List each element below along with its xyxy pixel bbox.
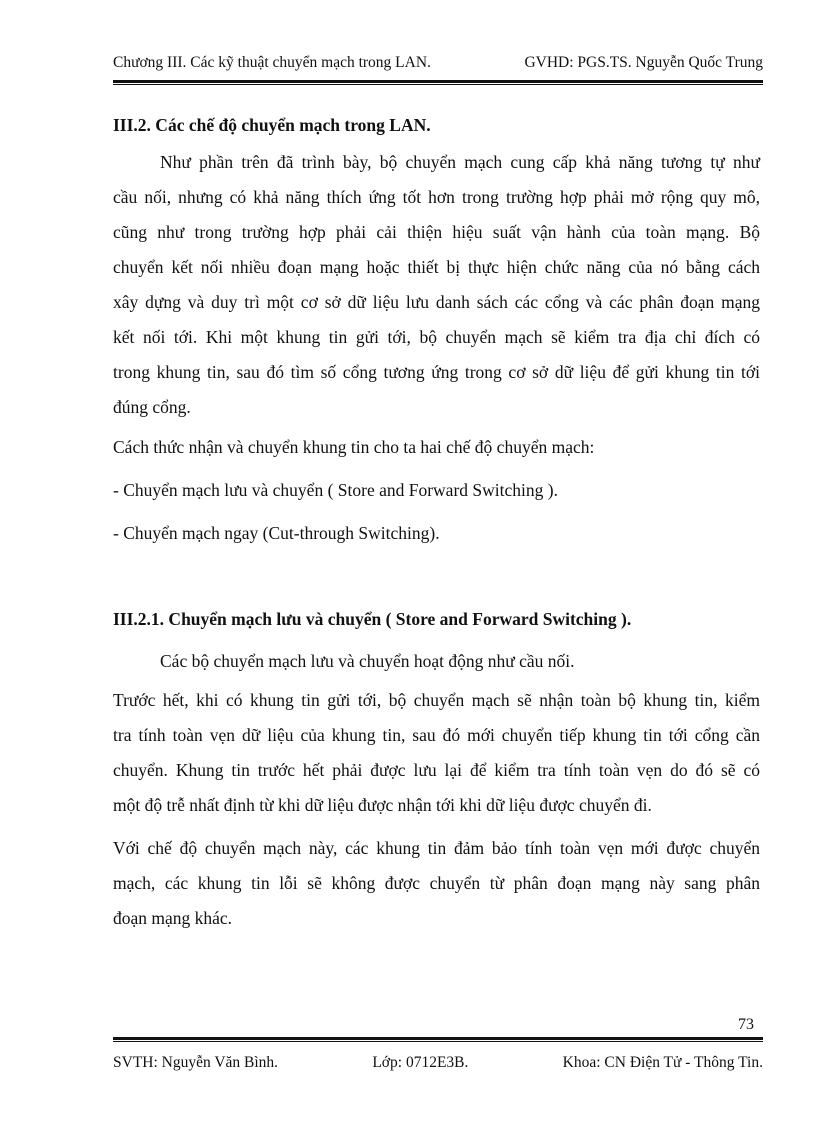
footer-faculty: Khoa: CN Điện Tử - Thông Tin. bbox=[562, 1054, 763, 1071]
subsection-para2-line: tra tính toàn vẹn dữ liệu của khung tin, sau đó mới chuyển tiếp khung tin tới cổng cần bbox=[113, 725, 760, 745]
footer-student: SVTH: Nguyễn Văn Bình. bbox=[113, 1054, 279, 1071]
header-chapter: Chương III. Các kỹ thuật chuyển mạch trong LAN. bbox=[113, 54, 431, 71]
subsection-para2-line: chuyển. Khung tin trước hết phải được lưu lại để kiểm tra tính toàn vẹn do đó sẽ có bbox=[113, 760, 760, 780]
section-para1-line: chuyển kết nối nhiều đoạn mạng hoặc thiết bị thực hiện chức năng của nó bằng cách bbox=[113, 257, 760, 277]
header-advisor: GVHD: PGS.TS. Nguyễn Quốc Trung bbox=[524, 54, 763, 71]
subsection-para2-line: Trước hết, khi có khung tin gửi tới, bộ chuyển mạch sẽ nhận toàn bộ khung tin, kiểm bbox=[113, 690, 760, 710]
mode-item-cut-through: - Chuyển mạch ngay (Cut-through Switching). bbox=[113, 523, 440, 543]
section-para1-line: xây dựng và duy trì một cơ sở dữ liệu lưu danh sách các cổng và các phân đoạn mạng bbox=[113, 292, 760, 312]
page-footer bbox=[113, 1054, 763, 1072]
section-para1-line: đúng cổng. bbox=[113, 397, 191, 417]
section-para1-line: cầu nối, nhưng có khả năng thích ứng tốt hơn trong trường hợp phải mở rộng quy mô, bbox=[113, 187, 760, 207]
mode-item-store-forward: - Chuyển mạch lưu và chuyển ( Store and Forward Switching ). bbox=[113, 480, 558, 500]
subsection-para3-line: mạch, các khung tin lỗi sẽ không được chuyển từ phân đoạn mạng này sang phân bbox=[113, 873, 760, 893]
page-header bbox=[113, 52, 763, 74]
subsection-para2-line: một độ trễ nhất định từ khi dữ liệu được nhận tới khi dữ liệu được chuyển đi. bbox=[113, 795, 652, 815]
section-title: III.2. Các chế độ chuyển mạch trong LAN. bbox=[113, 115, 431, 135]
section-para1-line: cũng như trong trường hợp phải cải thiện hiệu suất vận hành của toàn mạng. Bộ bbox=[113, 222, 760, 242]
section-para1-line: Như phần trên đã trình bày, bộ chuyển mạch cung cấp khả năng tương tự như bbox=[160, 152, 760, 172]
subsection-title: III.2.1. Chuyển mạch lưu và chuyển ( Store and Forward Switching ). bbox=[113, 609, 632, 629]
subsection-para3-line: Với chế độ chuyển mạch này, các khung tin đảm bảo tính toàn vẹn mới được chuyển bbox=[113, 838, 760, 858]
section-intro: Cách thức nhận và chuyển khung tin cho ta hai chế độ chuyển mạch: bbox=[113, 437, 595, 457]
header-rule bbox=[113, 80, 763, 86]
page-number: 73 bbox=[738, 1016, 754, 1033]
subsection-para1: Các bộ chuyển mạch lưu và chuyển hoạt động như cầu nối. bbox=[160, 651, 575, 671]
section-para1-line: kết nối tới. Khi một khung tin gửi tới, bộ chuyển mạch sẽ kiểm tra địa chỉ đích có bbox=[113, 327, 760, 347]
section-para1-line: trong khung tin, sau đó tìm số cổng tương ứng trong cơ sở dữ liệu để gửi khung tin tới bbox=[113, 362, 760, 382]
footer-class: Lớp: 0712E3B. bbox=[372, 1054, 469, 1071]
footer-rule bbox=[113, 1037, 763, 1043]
subsection-para3-line: đoạn mạng khác. bbox=[113, 908, 233, 928]
